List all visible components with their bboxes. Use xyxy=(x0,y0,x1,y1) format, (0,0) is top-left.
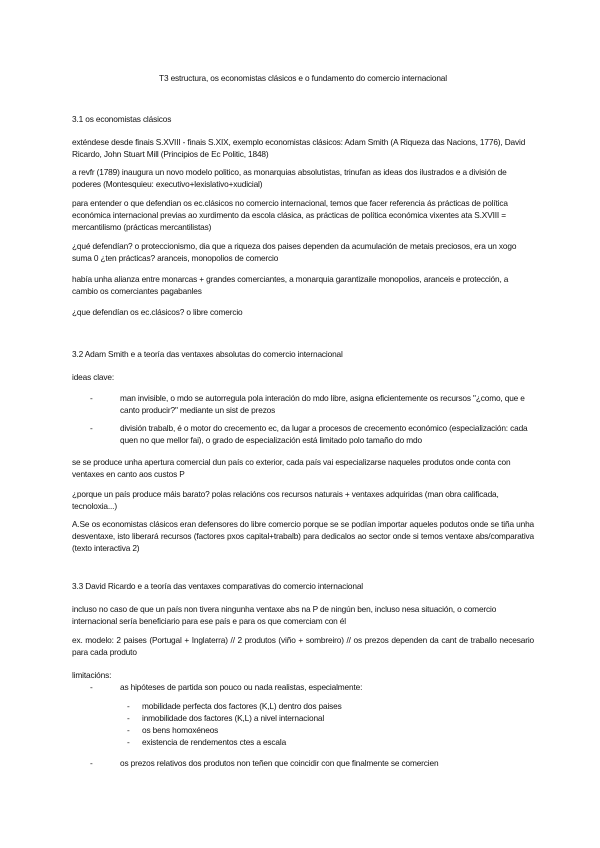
paragraph: limitacións: xyxy=(72,670,112,680)
section-heading-3-3: 3.3 David Ricardo e a teoría das ventaxes comparativas do comercio internacional xyxy=(72,581,363,591)
sub-list-item: os bens homoxéneos xyxy=(142,725,219,735)
sub-list-item: existencia de rendementos ctes a escala xyxy=(142,737,287,747)
section-heading-3-1: 3.1 os economistas clásicos xyxy=(72,114,172,124)
paragraph: se se produce unha apertura comercial dun país co exterior, cada país vai especializarse naqueles produtos onde conta con ventaxes en canto aos custos P xyxy=(72,457,511,479)
sub-list-item: inmobilidade dos factores (K,L) a nivel internacional xyxy=(142,713,325,723)
section-heading-3-2: 3.2 Adam Smith e a teoría das ventaxes absolutas do comercio internacional xyxy=(72,349,343,359)
sub-list-bullet: - xyxy=(127,737,130,747)
paragraph: para entender o que defendian os ec.clásicos no comercio internacional, temos que facer referencia ás prácticas de política económica internacional previas ao xurdimento da escola clásica, as prácticas de política económica vixentes ata S.XVIII = mercantilismo (prácticas mercantilistas) xyxy=(72,198,508,232)
paragraph: exténdese desde finais S.XVIII - finais S.XIX, exemplo economistas clásicos: Adam Smith (A Riqueza das Nacions, 1776), David Ricardo, John Stuart Mill (Principios de Ec Politic, 1848) xyxy=(72,137,526,159)
paragraph: había unha alianza entre monarcas + grandes comerciantes, a monarquia garantizaile monopolios, aranceis e protección, a cambio os comerciantes pagabanles xyxy=(72,274,509,296)
document-title: T3 estructura, os economistas clásicos e o fundamento do comercio internacional xyxy=(159,73,447,83)
list-bullet: - xyxy=(90,758,93,768)
paragraph: ¿qué defendían? o proteccionismo, dia que a riqueza dos paises dependen da acumulación de metais preciosos, era un xogo suma 0 ¿ten prácticas? aranceis, monopolios de comercio xyxy=(72,241,517,263)
paragraph: ¿porque un país produce máis barato? polas relacións cos recursos naturais + ventaxes adquiridas (man obra calificada, tecnoloxia...) xyxy=(72,489,499,511)
list-bullet: - xyxy=(90,682,93,692)
paragraph: ¿que defendían os ec.clásicos? o libre comercio xyxy=(72,307,243,317)
list-bullet: - xyxy=(90,393,93,403)
paragraph: ideas clave: xyxy=(72,372,115,382)
list-item: man invisible, o mdo se autorregula pola interación do mdo libre, asigna eficientemente os recursos "¿como, que e canto producir?" mediante un sist de prezos xyxy=(120,393,525,415)
list-bullet: - xyxy=(90,423,93,433)
list-item: división trabalb, é o motor do crecemento ec, da lugar a procesos de crecemento económico (especialización: cada quen no que mellor fai), o grado de especialización está limitado polo tamaño do mdo xyxy=(120,423,528,445)
paragraph: a revfr (1789) inaugura un novo modelo politico, as monarquias absolutistas, trinufan as ideas dos ilustrados e a división de poderes (Montesquieu: executivo+lexislativo+xudicial) xyxy=(72,167,507,189)
sub-list-bullet: - xyxy=(127,725,130,735)
paragraph: incluso no caso de que un país non tivera ningunha ventaxe abs na P de ningún ben, incluso nesa situación, o comercio internacional sería beneficiario para ese país e para os que comerciam con él xyxy=(72,604,497,626)
paragraph: ex. modelo: 2 paises (Portugal + Inglaterra) // 2 produtos (viño + sombreiro) // os prezos dependen da cant de traballo necesario para cada produto xyxy=(72,635,534,657)
sub-list-bullet: - xyxy=(127,713,130,723)
sub-list-bullet: - xyxy=(127,701,130,711)
list-item: os prezos relativos dos produtos non teñen que coincidir con que finalmente se comercien xyxy=(120,758,439,768)
list-item: as hipóteses de partida son pouco ou nada realistas, especialmente: xyxy=(120,682,363,692)
paragraph: A.Se os economistas clásicos eran defensores do libre comercio porque se se podían importar aqueles podutos onde se tiña unha desventaxe, isto liberará recursos (factores pxos capital+trabalb) para dedicalos ao sector onde si temos ventaxe abs/comparativa (texto interactiva 2) xyxy=(72,519,534,553)
sub-list-item: mobilidade perfecta dos factores (K,L) dentro dos paises xyxy=(142,701,342,711)
